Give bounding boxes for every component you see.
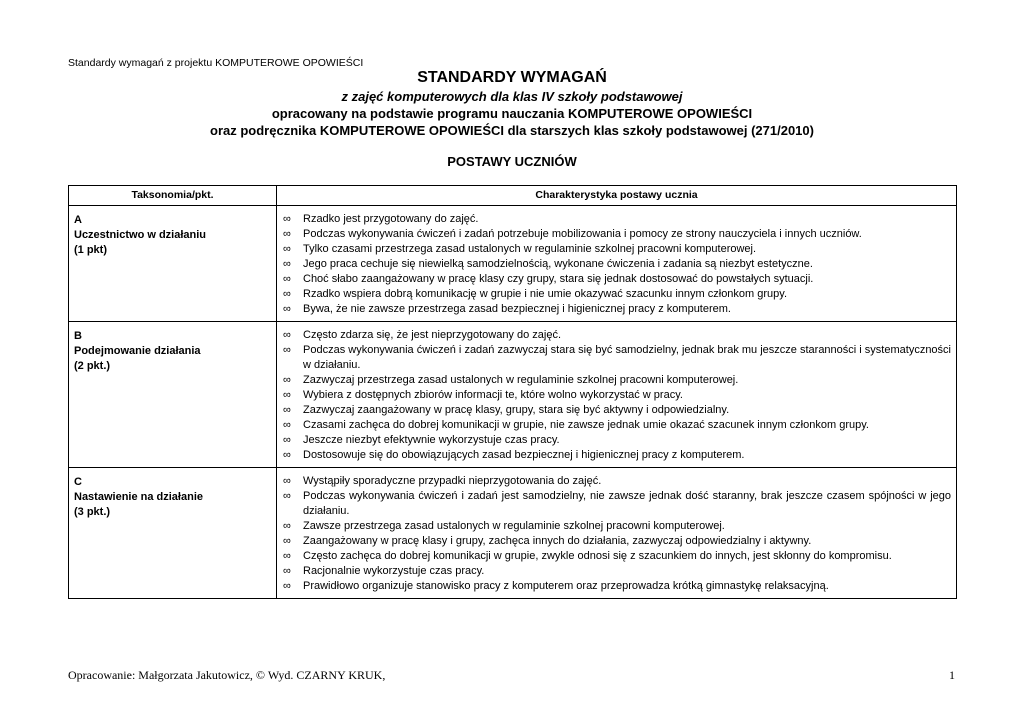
characteristics-cell bbox=[277, 322, 957, 468]
infinity-bullet-icon: ∞ bbox=[283, 449, 291, 461]
list-item bbox=[283, 302, 951, 317]
list-item-text: Wystąpiły sporadyczne przypadki nieprzygotowania do zajęć. bbox=[303, 475, 602, 487]
subtitle-line-3: oraz podręcznika KOMPUTEROWE OPOWIEŚCI dla starszych klas szkoły podstawowej (271/2010) bbox=[210, 123, 814, 138]
list-item-text: Choć słabo zaangażowany w pracę klasy czy grupy, stara się jednak dostosować do powstałych sytuacji. bbox=[303, 273, 814, 285]
subtitle-line-1: z zajęć komputerowych dla klas IV szkoły podstawowej bbox=[341, 89, 683, 104]
list-item bbox=[283, 227, 951, 242]
infinity-bullet-icon: ∞ bbox=[283, 419, 291, 431]
characteristics-cell bbox=[277, 206, 957, 322]
list-item bbox=[283, 579, 951, 594]
list-item-text: Podczas wykonywania ćwiczeń i zadań potrzebuje mobilizowania i pomocy ze strony nauczyciela i innych uczniów. bbox=[303, 228, 862, 240]
header-characteristics: Charakterystyka postawy ucznia bbox=[277, 186, 957, 206]
footer-credit: Opracowanie: Małgorzata Jakutowicz, © Wyd. CZARNY KRUK, bbox=[68, 668, 386, 682]
infinity-bullet-icon: ∞ bbox=[283, 243, 291, 255]
list-item-text: Bywa, że nie zawsze przestrzega zasad bezpiecznej i higienicznej pracy z komputerem. bbox=[303, 303, 731, 315]
list-item bbox=[283, 433, 951, 448]
list-item bbox=[283, 519, 951, 534]
list-item-text: Podczas wykonywania ćwiczeń i zadań zazwyczaj stara się być samodzielny, jednak brak mu jeszcze staranności i systematyczności w działaniu. bbox=[303, 344, 951, 371]
list-item-text: Wybiera z dostępnych zbiorów informacji te, które wolno wykorzystać w pracy. bbox=[303, 389, 683, 401]
list-item bbox=[283, 373, 951, 388]
table-body bbox=[69, 206, 957, 599]
list-item-text: Zazwyczaj zaangażowany w pracę klasy, grupy, stara się być aktywny i odpowiedzialny. bbox=[303, 404, 730, 416]
list-item bbox=[283, 564, 951, 579]
header-taxonomy: Taksonomia/pkt. bbox=[69, 186, 277, 206]
taxonomy-letter: C bbox=[74, 476, 82, 488]
infinity-bullet-icon: ∞ bbox=[283, 565, 291, 577]
list-item bbox=[283, 418, 951, 433]
list-item-text: Tylko czasami przestrzega zasad ustalonych w regulaminie szkolnej pracowni komputerowej. bbox=[303, 243, 757, 255]
taxonomy-name: Uczestnictwo w działaniu bbox=[74, 229, 207, 241]
list-item-text: Zawsze przestrzega zasad ustalonych w regulaminie szkolnej pracowni komputerowej. bbox=[303, 520, 725, 532]
infinity-bullet-icon: ∞ bbox=[283, 228, 291, 240]
taxonomy-points: (1 pkt) bbox=[74, 244, 107, 256]
list-item bbox=[283, 403, 951, 418]
characteristics-list bbox=[283, 212, 951, 317]
table-row bbox=[69, 468, 957, 599]
list-item-text: Jego praca cechuje się niewielką samodzielnością, wykonane ćwiczenia i zadania są niezbyt estetyczne. bbox=[303, 258, 813, 270]
infinity-bullet-icon: ∞ bbox=[283, 344, 291, 356]
list-item-text: Dostosowuje się do obowiązujących zasad bezpiecznej i higienicznej pracy z komputerem. bbox=[303, 449, 745, 461]
infinity-bullet-icon: ∞ bbox=[283, 288, 291, 300]
list-item-text: Racjonalnie wykorzystuje czas pracy. bbox=[303, 565, 485, 577]
table-header-row bbox=[69, 186, 957, 206]
document-title: STANDARDY WYMAGAŃ bbox=[417, 69, 607, 86]
infinity-bullet-icon: ∞ bbox=[283, 303, 291, 315]
characteristics-list bbox=[283, 474, 951, 594]
infinity-bullet-icon: ∞ bbox=[283, 490, 291, 502]
list-item bbox=[283, 489, 951, 519]
list-item-text: Rzadko jest przygotowany do zajęć. bbox=[303, 213, 479, 225]
infinity-bullet-icon: ∞ bbox=[283, 550, 291, 562]
characteristics-cell bbox=[277, 468, 957, 599]
taxonomy-name: Podejmowanie działania bbox=[74, 345, 201, 357]
list-item bbox=[283, 328, 951, 343]
taxonomy-cell bbox=[69, 322, 277, 468]
taxonomy-cell bbox=[69, 468, 277, 599]
table-row bbox=[69, 206, 957, 322]
list-item bbox=[283, 212, 951, 227]
list-item bbox=[283, 549, 951, 564]
list-item bbox=[283, 474, 951, 489]
list-item-text: Prawidłowo organizuje stanowisko pracy z komputerem oraz przeprowadza krótką gimnastykę relaksacyjną. bbox=[303, 580, 829, 592]
running-header: Standardy wymagań z projektu KOMPUTEROWE OPOWIEŚCI bbox=[68, 57, 364, 69]
list-item bbox=[283, 343, 951, 373]
list-item-text: Często zdarza się, że jest nieprzygotowany do zajęć. bbox=[303, 329, 562, 341]
list-item-text: Często zachęca do dobrej komunikacji w grupie, zwykle odnosi się z szacunkiem do innych, jest skłonny do kompromisu. bbox=[303, 550, 892, 562]
infinity-bullet-icon: ∞ bbox=[283, 273, 291, 285]
taxonomy-letter: A bbox=[74, 214, 82, 226]
infinity-bullet-icon: ∞ bbox=[283, 389, 291, 401]
list-item bbox=[283, 388, 951, 403]
taxonomy-cell bbox=[69, 206, 277, 322]
infinity-bullet-icon: ∞ bbox=[283, 434, 291, 446]
list-item-text: Zazwyczaj przestrzega zasad ustalonych w regulaminie szkolnej pracowni komputerowej. bbox=[303, 374, 739, 386]
taxonomy-points: (2 pkt.) bbox=[74, 360, 111, 372]
taxonomy-name: Nastawienie na działanie bbox=[74, 491, 203, 503]
list-item-text: Rzadko wspiera dobrą komunikację w grupie i nie umie okazywać szacunku innym członkom grupy. bbox=[303, 288, 788, 300]
list-item bbox=[283, 534, 951, 549]
taxonomy-points: (3 pkt.) bbox=[74, 506, 111, 518]
infinity-bullet-icon: ∞ bbox=[283, 374, 291, 386]
list-item bbox=[283, 287, 951, 302]
infinity-bullet-icon: ∞ bbox=[283, 213, 291, 225]
list-item bbox=[283, 242, 951, 257]
infinity-bullet-icon: ∞ bbox=[283, 258, 291, 270]
document-title-block bbox=[0, 68, 1024, 139]
infinity-bullet-icon: ∞ bbox=[283, 580, 291, 592]
infinity-bullet-icon: ∞ bbox=[283, 475, 291, 487]
page-number: 1 bbox=[949, 668, 955, 682]
table-row bbox=[69, 322, 957, 468]
taxonomy-letter: B bbox=[74, 330, 82, 342]
list-item-text: Zaangażowany w pracę klasy i grupy, zachęca innych do działania, zazwyczaj odpowiedzialny i aktywny. bbox=[303, 535, 812, 547]
subtitle-line-2: opracowany na podstawie programu nauczania KOMPUTEROWE OPOWIEŚCI bbox=[271, 106, 753, 121]
list-item-text: Podczas wykonywania ćwiczeń i zadań jest samodzielny, nie zawsze jednak dość staranny, brak jeszcze czasem spójności w jego działaniu. bbox=[303, 490, 951, 517]
infinity-bullet-icon: ∞ bbox=[283, 404, 291, 416]
list-item bbox=[283, 448, 951, 463]
infinity-bullet-icon: ∞ bbox=[283, 329, 291, 341]
list-item-text: Jeszcze niezbyt efektywnie wykorzystuje czas pracy. bbox=[303, 434, 560, 446]
list-item-text: Czasami zachęca do dobrej komunikacji w grupie, nie zawsze jednak umie okazać szacunek innym członkom grupy. bbox=[303, 419, 869, 431]
list-item bbox=[283, 272, 951, 287]
list-item bbox=[283, 257, 951, 272]
infinity-bullet-icon: ∞ bbox=[283, 535, 291, 547]
section-title: POSTAWY UCZNIÓW bbox=[447, 154, 577, 169]
characteristics-list bbox=[283, 328, 951, 463]
standards-table bbox=[68, 185, 957, 599]
infinity-bullet-icon: ∞ bbox=[283, 520, 291, 532]
